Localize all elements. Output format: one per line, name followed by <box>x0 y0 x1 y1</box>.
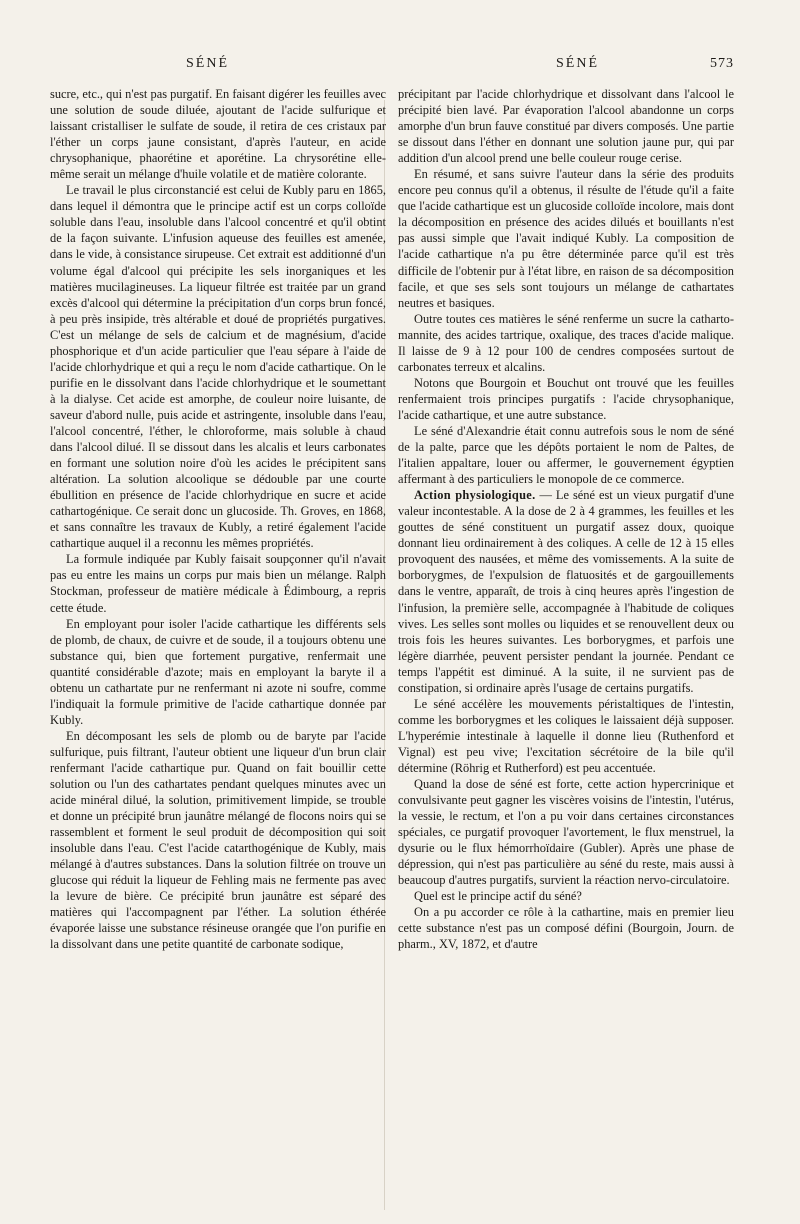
paragraph-action-physiologique <box>398 487 734 696</box>
paragraph: Le séné accélère les mouvements péristaltiques de l'intestin, comme les borborygmes et les coliques le laissaient déjà supposer. L'hyperémie intestinale à laquelle il donne lieu (Ruthenford et Vignal) est peu vive; l'excitation sécrétoire de la bile qu'il détermine (Röhrig et Rutherford) est peu accentuée. <box>398 696 734 775</box>
paragraph: Outre toutes ces matières le séné renferme un sucre la catharto-mannite, des acides tartrique, oxalique, des traces d'acide malique. Il laisse de 9 à 12 pour 100 de cendres composées surtout de carbonates terreux et alcalins. <box>398 311 734 374</box>
paragraph: En employant pour isoler l'acide cathartique les différents sels de plomb, de chaux, de cuivre et de soude, il a toujours obtenu une substance qui, bien que fortement purgative, renfermait une quantité considérable d'azote; mais en employant la baryte il a obtenu un cathartate pur ne renfermant ni azote ni soufre, comme l'indiquait la formule primitive de l'acide cathartique donnée par Kubly. <box>50 616 386 727</box>
paragraph: En résumé, et sans suivre l'auteur dans la série des produits encore peu connus qu'il a obtenus, il résulte de l'étude qu'il a faite que l'acide cathartique est un glucoside colloïde incolore, mais dont la décomposition en présence des acides dilués et bouillants n'est pas aussi simple que l'avait indiqué Kubly. La composition de l'acide cathartique n'a pu être déterminée parce qu'il est très difficile de l'obtenir pur à l'état libre, en raison de sa décomposition facile, et que ses sels sont toujours un mélange de cathartates neutres et basiques. <box>398 167 734 310</box>
section-heading: Action physiologique. <box>414 488 536 503</box>
right-column <box>398 86 734 953</box>
paragraph: Quel est le principe actif du séné? <box>414 889 582 904</box>
paragraph: En décomposant les sels de plomb ou de baryte par l'acide sulfurique, puis filtrant, l'auteur obtient une liqueur d'un brun clair renfermant l'acide cathartique pur. Quand on fait bouillir cette solution ou l'un des cathartates pendant quelques minutes avec un acide minéral dilué, la solution, primitivement limpide, se trouble et donne un précipité brun jaunâtre mélangé de flocons noirs qui se rassemblent et forment le seul produit de décomposition qui soit insoluble dans l'eau. C'est l'acide catarthogénique de Kubly, mais mélangé à d'autres substances. Dans la solution filtrée on trouve un glucose qui réduit la liqueur de Fehling mais ne fermente pas avec la levure de bière. Ce précipité brun jaunâtre est séparé des matières qui l'accompagnent par l'éther. La solution éthérée évaporée laisse une substance résineuse orangée que l'on purifie en la dissolvant dans une petite quantité de carbonate sodique, <box>50 728 386 952</box>
paragraph: Le séné d'Alexandrie était connu autrefois sous le nom de séné de la palte, parce que les dépôts portaient le nom de Paltes, de l'italien appaltare, louer ou affermer, le gouvernement égyptien affermant à des particuliers le monopole de ce commerce. <box>398 423 734 487</box>
left-column <box>50 86 386 953</box>
running-head-left: SÉNÉ <box>186 56 229 71</box>
paragraph: On a pu accorder ce rôle à la cathartine, mais en premier lieu cette substance n'est pas un composé défini (Bourgoin, Journ. de pharm., XV, 1872, et d'autre <box>398 905 734 952</box>
page-header <box>0 56 800 80</box>
paragraph: sucre, etc., qui n'est pas purgatif. En faisant digérer les feuilles avec une solution de soude diluée, ajoutant de l'acide sulfurique et laissant cristalliser le sulfate de soude, il retira de ces cristaux par l'éther un corps jaune consistant, d'après l'auteur, en acide chrysophanique, phaorétine et aporétine. La chrysorétine elle-même serait un mélange d'huile volatile et de matière colorante. <box>50 87 386 182</box>
running-head-right: SÉNÉ <box>556 56 599 71</box>
paragraph: Notons que Bourgoin et Bouchut ont trouvé que les feuilles renfermaient trois principes purgatifs : l'acide chrysophanique, l'acide cathartique, et une autre substance. <box>398 375 734 422</box>
paragraph: précipitant par l'acide chlorhydrique et dissolvant dans l'alcool le précipité bien lavé. Par évaporation l'alcool abandonne un corps amorphe d'un brun fauve constitué par divers composés. Une partie se dissout dans l'éther en donnant une solution jaune pur, qui par addition d'un alcool prend une belle couleur rouge cerise. <box>398 87 734 166</box>
paragraph: Le travail le plus circonstancié est celui de Kubly paru en 1865, dans lequel il démontra que le principe actif est un corps colloïde soluble dans l'eau, insoluble dans l'alcool concentré et qu'il obtint de la façon suivante. L'infusion aqueuse des feuilles est amenée, dans le vide, à consistance sirupeuse. Cet extrait est additionné d'un volume égal d'alcool qui précipite les sels inorganiques et les matières mucilagineuses. La liqueur filtrée est traitée par un grand excès d'alcool qui détermine la précipitation d'un corps brun foncé, à peu près insipide, très altérable et doué de propriétés purgatives. C'est un mélange de sels de calcium et de magnésium, d'acide phosphorique et d'un acide particulier que l'eau sépare à l'aide de l'acide chlorhydrique et qui a reçu le nom d'acide cathartique. On le purifie en le dissolvant dans l'acide chlorhydrique et le soumettant à la dialyse. Cet acide est amorphe, de couleur noire luisante, de saveur d'abord nulle, puis acide et astringente, insoluble dans l'eau, l'alcool concentré, l'éther, le chloroforme, mais soluble à chaud dans l'alcool dilué. Il se dissout dans les alcalis et leurs carbonates en formant une solution noire d'où les acides le précipitent sans altération. La solution alcoolique se dédouble par une courte ébullition en présence de l'acide chlorhydrique en sucre et acide cathartogénique. Ce serait donc un glucoside. Th. Groves, en 1868, et sans connaître les travaux de Kubly, a retiré également l'acide cathartique auquel il a reconnu les mêmes propriétés. <box>50 183 386 551</box>
paragraph-body: — Le séné est un vieux purgatif d'une valeur incontestable. A la dose de 2 à 4 grammes, les feuilles et les gouttes de séné constituent un purgatif assez doux, quoique donnant lieu ordinairement à des coliques. A celle de 12 à 15 elles provoquent des nausées, et même des vomissements. A la suite de borborygmes, de l'expulsion de flatuosités et de gargouillements dans le ventre, apparaît, de trois à cinq heures après l'ingestion de l'infusion, la première selle, accompagnée à l'habitude de coliques vives. Les selles sont molles ou liquides et se renouvellent deux ou trois fois les heures suivantes. Les borborygmes, et parfois une légère diarrhée, peuvent persister pendant la journée. Pendant ce temps l'appétit est diminué. A la suite, il ne survient pas de constipation, si ordinaire après l'usage de certains purgatifs. <box>398 488 734 695</box>
page-number: 573 <box>710 56 734 71</box>
paragraph: Quand la dose de séné est forte, cette action hypercrinique et convulsivante peut gagner les viscères voisins de l'intestin, l'utérus, la vessie, le rectum, et l'on a pu voir dans certaines circonstances spéciales, ce purgatif provoquer l'avortement, le flux menstruel, la dysurie ou le flux hémorrhoïdaire (Gubler). Après une phase de dépression, qui n'est pas particulière au séné du reste, mais aussi à beaucoup d'autres purgatifs, survient la réaction nervo-circulatoire. <box>398 777 734 888</box>
paragraph: La formule indiquée par Kubly faisait soupçonner qu'il n'avait pas eu entre les mains un corps pur mais bien un mélange. Ralph Stockman, professeur de matière médicale à Édimbourg, a repris cette étude. <box>50 552 386 615</box>
